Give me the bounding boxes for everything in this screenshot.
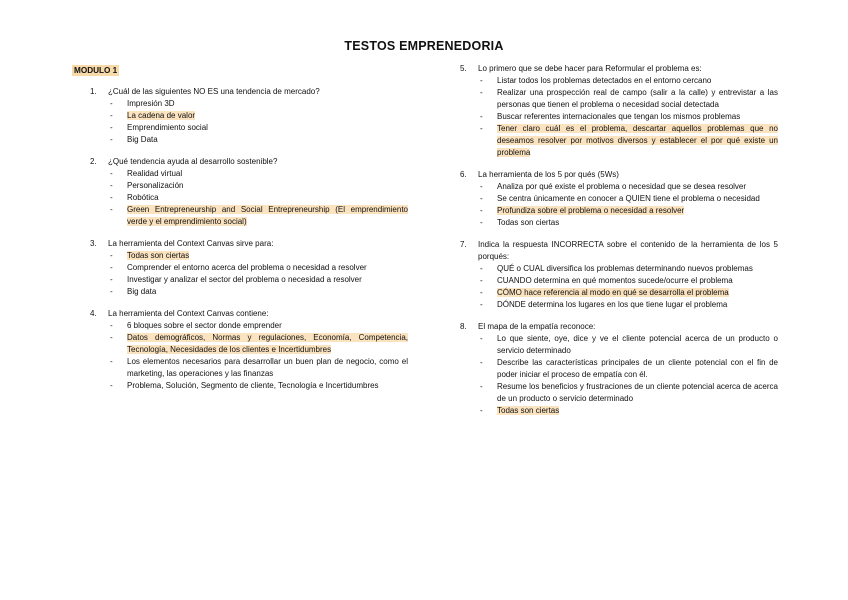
- answer-option: [110, 332, 408, 356]
- bullet-dash: -: [110, 333, 113, 342]
- answer-text: CUANDO determina en qué momentos sucede/ocurre el problema: [497, 276, 733, 285]
- answer-text: Realizar una prospección real de campo (salir a la calle) y entrevistar a las personas que tienen el problema o necesidad social detectada: [497, 88, 778, 109]
- bullet-dash: -: [110, 251, 113, 260]
- answer-options: [110, 320, 408, 392]
- bullet-dash: -: [480, 276, 483, 285]
- answer-text: Robótica: [127, 193, 159, 202]
- bullet-dash: -: [110, 357, 113, 366]
- answer-options: [480, 333, 778, 417]
- correct-answer-text: Todas son ciertas: [127, 251, 190, 260]
- left-column: [90, 86, 408, 402]
- question-number: 4.: [90, 309, 97, 318]
- question-number: 5.: [460, 64, 467, 73]
- question-number: 7.: [460, 240, 467, 249]
- question-text: La herramienta de los 5 por qués (5Ws): [478, 170, 619, 179]
- question-text: La herramienta del Context Canvas sirve para:: [108, 239, 274, 248]
- bullet-dash: -: [110, 99, 113, 108]
- answer-text: Buscar referentes internacionales que tengan los mismos problemas: [497, 112, 741, 121]
- question: [460, 169, 778, 181]
- question-block-3: [90, 238, 408, 298]
- question-block-2: [90, 156, 408, 228]
- answer-option: [480, 263, 778, 275]
- answer-option: [480, 275, 778, 287]
- document-title: TESTOS EMPRENEDORIA: [344, 39, 504, 53]
- answer-option: [110, 168, 408, 180]
- answer-option: [110, 192, 408, 204]
- answer-option: [110, 274, 408, 286]
- question-text: ¿Cuál de las siguientes NO ES una tendencia de mercado?: [108, 87, 320, 96]
- answer-text: Resume los beneficios y frustraciones de un cliente potencial acerca de acerca de un producto o servicio determinado: [497, 382, 778, 403]
- bullet-dash: -: [480, 334, 483, 343]
- answer-option: [480, 381, 778, 405]
- correct-answer-text: Datos demográficos, Normas y regulaciones, Economía, Competencia, Tecnología, Necesidades de los clientes e Incertidumbres: [127, 333, 408, 354]
- question-text: La herramienta del Context Canvas contiene:: [108, 309, 269, 318]
- bullet-dash: -: [110, 181, 113, 190]
- bullet-dash: -: [480, 112, 483, 121]
- question: [90, 86, 408, 98]
- bullet-dash: -: [110, 193, 113, 202]
- bullet-dash: -: [110, 123, 113, 132]
- bullet-dash: -: [110, 205, 113, 214]
- question-number: 3.: [90, 239, 97, 248]
- answer-options: [480, 263, 778, 311]
- answer-options: [110, 250, 408, 298]
- answer-text: Personalización: [127, 181, 184, 190]
- answer-options: [480, 75, 778, 159]
- bullet-dash: -: [110, 111, 113, 120]
- answer-text: Emprendimiento social: [127, 123, 208, 132]
- answer-option: [480, 357, 778, 381]
- answer-text: DÓNDE determina los lugares en los que tiene lugar el problema: [497, 300, 728, 309]
- question-number: 8.: [460, 322, 467, 331]
- module-label: MODULO 1: [74, 66, 118, 75]
- bullet-dash: -: [480, 382, 483, 391]
- question-text: Indica la respuesta INCORRECTA sobre el contenido de la herramienta de los 5 porqués:: [478, 240, 778, 261]
- answer-option: [110, 356, 408, 380]
- answer-text: Listar todos los problemas detectados en el entorno cercano: [497, 76, 712, 85]
- question-block-7: [460, 239, 778, 311]
- question: [460, 239, 778, 263]
- answer-options: [110, 98, 408, 146]
- bullet-dash: -: [480, 194, 483, 203]
- bullet-dash: -: [480, 182, 483, 191]
- bullet-dash: -: [480, 288, 483, 297]
- correct-answer-text: Tener claro cuál es el problema, descartar aquellos problemas que no deseamos resolver por motivos diversos y establecer el por qué existe un problema: [497, 124, 778, 157]
- bullet-dash: -: [110, 135, 113, 144]
- answer-text: 6 bloques sobre el sector donde emprender: [127, 321, 282, 330]
- answer-text: Comprender el entorno acerca del problema o necesidad a resolver: [127, 263, 367, 272]
- question-text: El mapa de la empatía reconoce:: [478, 322, 596, 331]
- answer-option: [480, 111, 778, 123]
- answer-option: [480, 405, 778, 417]
- bullet-dash: -: [480, 206, 483, 215]
- bullet-dash: -: [110, 275, 113, 284]
- bullet-dash: -: [480, 124, 483, 133]
- bullet-dash: -: [110, 287, 113, 296]
- answer-options: [110, 168, 408, 228]
- bullet-dash: -: [480, 88, 483, 97]
- question-number: 6.: [460, 170, 467, 179]
- answer-text: Big data: [127, 287, 157, 296]
- answer-text: Se centra únicamente en conocer a QUIEN tiene el problema o necesidad: [497, 194, 760, 203]
- answer-text: Problema, Solución, Segmento de cliente, Tecnología e Incertidumbres: [127, 381, 379, 390]
- question: [90, 238, 408, 250]
- bullet-dash: -: [110, 321, 113, 330]
- question-block-5: [460, 63, 778, 159]
- answer-option: [480, 217, 778, 229]
- bullet-dash: -: [480, 264, 483, 273]
- answer-option: [110, 204, 408, 228]
- answer-option: [480, 205, 778, 217]
- question-text: ¿Qué tendencia ayuda al desarrollo sostenible?: [108, 157, 278, 166]
- answer-option: [480, 299, 778, 311]
- answer-option: [480, 75, 778, 87]
- correct-answer-text: La cadena de valor: [127, 111, 196, 120]
- bullet-dash: -: [480, 406, 483, 415]
- answer-option: [480, 87, 778, 111]
- answer-option: [110, 122, 408, 134]
- question-block-6: [460, 169, 778, 229]
- bullet-dash: -: [110, 381, 113, 390]
- answer-option: [480, 287, 778, 299]
- question-text: Lo primero que se debe hacer para Reformular el problema es:: [478, 64, 702, 73]
- correct-answer-text: CÓMO hace referencia al modo en qué se desarrolla el problema: [497, 288, 729, 297]
- answer-option: [480, 333, 778, 357]
- answer-option: [110, 134, 408, 146]
- answer-text: Investigar y analizar el sector del problema o necesidad a resolver: [127, 275, 362, 284]
- answer-text: Impresión 3D: [127, 99, 175, 108]
- bullet-dash: -: [480, 76, 483, 85]
- answer-text: Los elementos necesarios para desarrollar un buen plan de negocio, como el marketing, las operaciones y las finanzas: [127, 357, 408, 378]
- question-number: 2.: [90, 157, 97, 166]
- question: [460, 321, 778, 333]
- answer-option: [480, 123, 778, 159]
- answer-text: Big Data: [127, 135, 158, 144]
- answer-option: [480, 193, 778, 205]
- question-block-4: [90, 308, 408, 392]
- correct-answer-text: Todas son ciertas: [497, 406, 560, 415]
- answer-option: [480, 181, 778, 193]
- answer-text: QUÉ o CUAL diversifica los problemas determinando nuevos problemas: [497, 264, 753, 273]
- bullet-dash: -: [110, 169, 113, 178]
- answer-text: Todas son ciertas: [497, 218, 560, 227]
- bullet-dash: -: [480, 300, 483, 309]
- bullet-dash: -: [480, 218, 483, 227]
- question-block-1: [90, 86, 408, 146]
- question-number: 1.: [90, 87, 97, 96]
- answer-option: [110, 262, 408, 274]
- question: [90, 156, 408, 168]
- answer-text: Realidad virtual: [127, 169, 183, 178]
- question-block-8: [460, 321, 778, 417]
- answer-option: [110, 380, 408, 392]
- question: [460, 63, 778, 75]
- correct-answer-text: Green Entrepreneurship and Social Entrepreneurship (El emprendimiento verde y el emprendimiento social): [127, 205, 408, 226]
- answer-text: Lo que siente, oye, dice y ve el cliente potencial acerca de un producto o servicio determinado: [497, 334, 778, 355]
- right-column: [460, 63, 778, 427]
- question: [90, 308, 408, 320]
- bullet-dash: -: [110, 263, 113, 272]
- answer-option: [110, 110, 408, 122]
- answer-text: Describe las características principales de un cliente potencial con el fin de poder iniciar el proceso de empatía con él.: [497, 358, 778, 379]
- answer-option: [110, 320, 408, 332]
- answer-option: [110, 98, 408, 110]
- answer-text: Analiza por qué existe el problema o necesidad que se desea resolver: [497, 182, 747, 191]
- bullet-dash: -: [480, 358, 483, 367]
- answer-option: [110, 180, 408, 192]
- correct-answer-text: Profundiza sobre el problema o necesidad a resolver: [497, 206, 685, 215]
- answer-options: [480, 181, 778, 229]
- answer-option: [110, 250, 408, 262]
- answer-option: [110, 286, 408, 298]
